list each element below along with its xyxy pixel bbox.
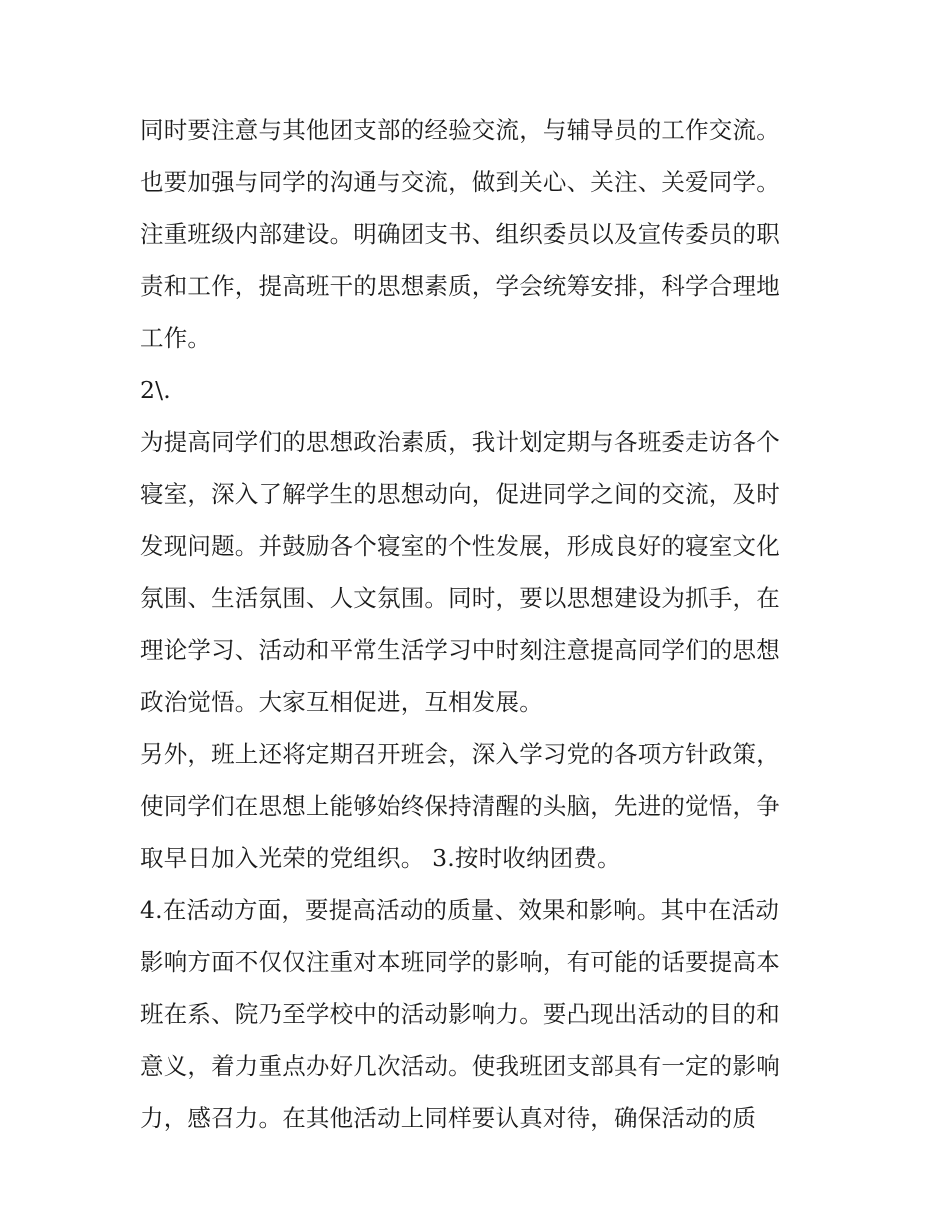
text-line: 也要加强与同学的沟通与交流，做到关心、关注、关爱同学。 xyxy=(140,168,780,196)
text-line: 使同学们在思想上能够始终保持清醒的头脑，先进的觉悟，争 xyxy=(140,792,780,820)
text-line: 寝室，深入了解学生的思想动向，促进同学之间的交流，及时 xyxy=(140,480,780,508)
text-line: 发现问题。并鼓励各个寝室的个性发展，形成良好的寝室文化 xyxy=(140,532,780,560)
text-line: 另外，班上还将定期召开班会，深入学习党的各项方针政策， xyxy=(140,740,780,768)
text-line: 4.在活动方面，要提高活动的质量、效果和影响。其中在活动 xyxy=(140,896,780,924)
document-body xyxy=(140,104,820,1144)
text-line: 同时要注意与其他团支部的经验交流，与辅导员的工作交流。 xyxy=(140,116,780,144)
text-line: 理论学习、活动和平常生活学习中时刻注意提高同学们的思想 xyxy=(140,636,780,664)
text-line: 责和工作，提高班干的思想素质，学会统筹安排，科学合理地 xyxy=(140,272,780,300)
text-line: 为提高同学们的思想政治素质，我计划定期与各班委走访各个 xyxy=(140,428,780,456)
text-line: 工作。 xyxy=(140,324,212,352)
section-number: 2\. xyxy=(140,376,171,404)
text-line: 取早日加入光荣的党组织。 3.按时收纳团费。 xyxy=(140,844,621,872)
text-line: 注重班级内部建设。明确团支书、组织委员以及宣传委员的职 xyxy=(140,220,780,248)
text-line: 影响方面不仅仅注重对本班同学的影响，有可能的话要提高本 xyxy=(140,948,780,976)
text-line: 意义，着力重点办好几次活动。使我班团支部具有一定的影响 xyxy=(140,1052,780,1080)
text-line: 政治觉悟。大家互相促进，互相发展。 xyxy=(140,688,543,716)
text-line: 力，感召力。在其他活动上同样要认真对待，确保活动的质 xyxy=(140,1104,757,1132)
text-line: 班在系、院乃至学校中的活动影响力。要凸现出活动的目的和 xyxy=(140,1000,780,1028)
text-line: 氛围、生活氛围、人文氛围。同时，要以思想建设为抓手，在 xyxy=(140,584,780,612)
